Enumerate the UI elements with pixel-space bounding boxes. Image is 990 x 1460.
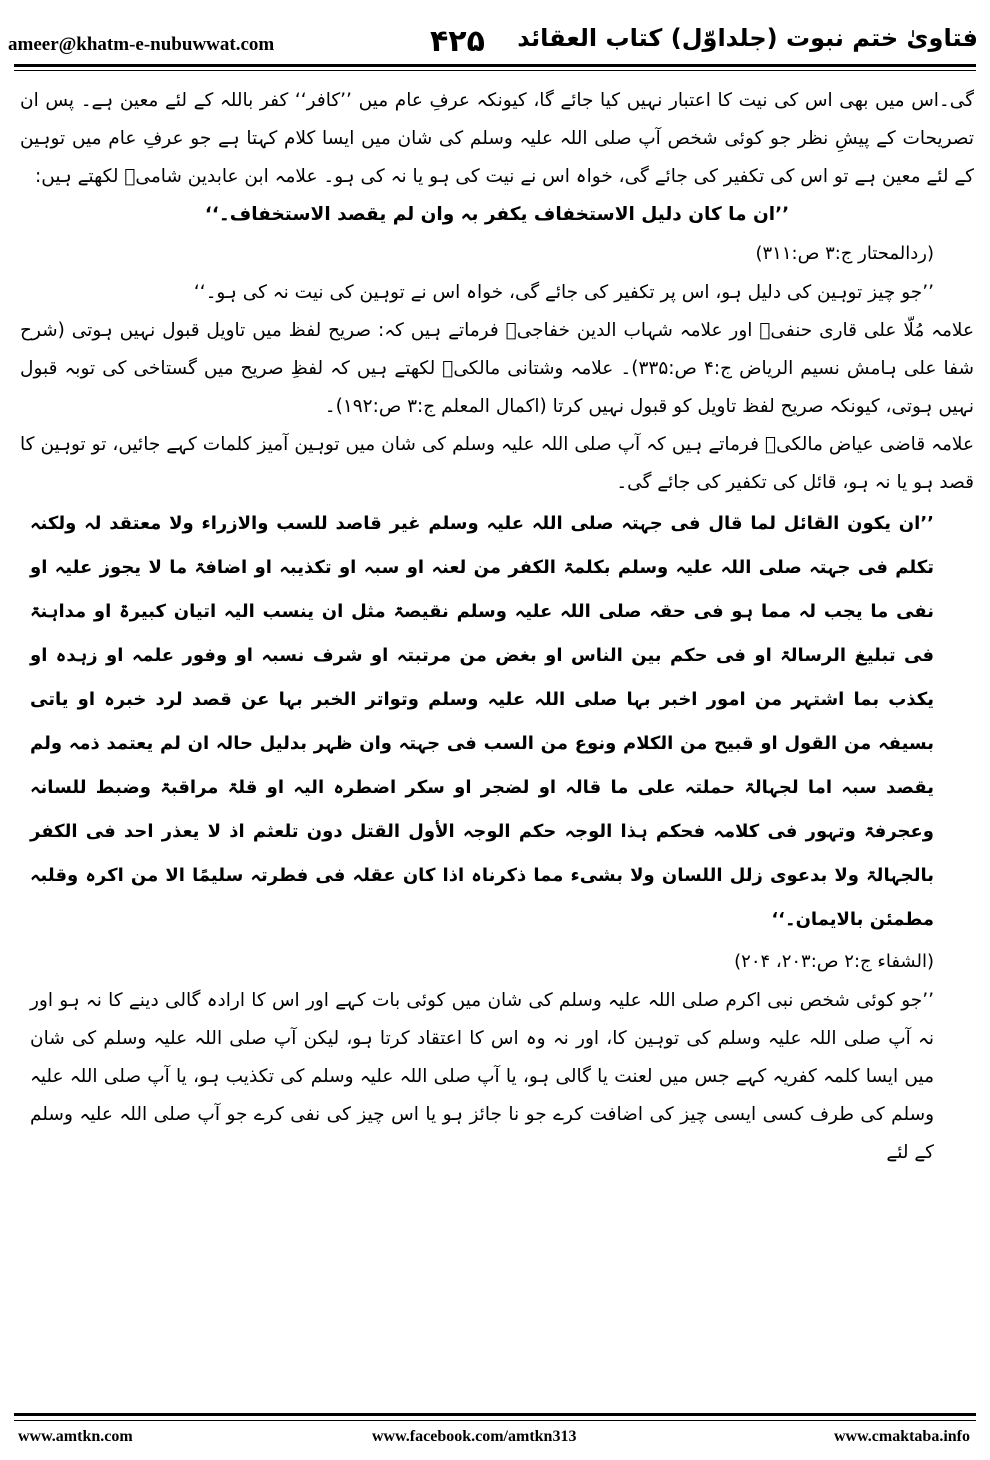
header-rule-thin [14, 70, 976, 71]
quote-arabic-1: ’’ان ما کان دلیل الاستخفاف یکفر بہ وان لم یقصد الاستخفاف۔‘‘ [204, 204, 790, 225]
paragraph-qari: علامہ مُلّا علی قاری حنفیؒ اور علامہ شہاب الدین خفاجیؒ فرماتے ہیں کہ: صریح لفظ میں تاویل قبول نہیں ہوتی (شرح شفا علی ہامش نسیم الریاض ج:۴ ص:۳۳۵)۔ علامہ وشتانی مالکیؒ لکھتے ہیں کہ لفظِ صریح میں گستاخی کی توبہ قبول نہیں ہوتی، کیونکہ صریح لفظ تاویل کو قبول نہیں کرتا (اکمال المعلم ج:۳ ص:۱۹۲)۔ [20, 320, 974, 417]
footer-link-amtkn[interactable]: www.amtkn.com [18, 1428, 133, 1445]
quote-translation-2: ’’جو کوئی شخص نبی اکرم صلی اللہ علیہ وسلم کی شان میں کوئی بات کہے اور اس کا ارادہ گالی دینے کا نہ ہو اور نہ آپ صلی اللہ علیہ وسلم کی توہین کا، اور نہ وہ اس کا اعتقاد کرتا ہو، لیکن آپ صلی اللہ علیہ وسلم کی شان میں ایسا کلمہ کفریہ کہے جس میں لعنت یا گالی ہو، یا آپ صلی اللہ علیہ وسلم کی تکذیب ہو، یا آپ صلی اللہ علیہ وسلم کی طرف کسی ایسی چیز کی اضافت کرے جو نا جائز ہو یا اس چیز کی نفی کرے جو آپ صلی اللہ علیہ وسلم کے لئے [30, 990, 934, 1163]
reference-2: (الشفاء ج:۲ ص:۲۰۳، ۲۰۴) [734, 951, 934, 972]
quote-arabic-2: ’’ان یکون القائل لما قال فی جہتہ صلی اللہ علیہ وسلم غیر قاصد للسب والازراء ولا معتقد لہ ولکنہ تکلم فی جہتہ صلی اللہ علیہ وسلم بکلمۃ الکفر من لعنہ او سبہ او تکذیبہ او اضافۃ ما لا یجوز علیہ او نفی ما یجب لہ مما ہو فی حقہ صلی اللہ علیہ وسلم نقیصۃ مثل ان ینسب الیہ اتیان کبیرۃ او مداہنۃ فی تبلیغ الرسالۃ او فی حکم بین الناس او بغض من مرتبتہ او شرف نسبہ او وفور علمہ او زہدہ او یکذب بما اشتہر من امور اخبر بہا صلی اللہ علیہ وسلم وتواتر الخبر بہا عن قصد لرد خبرہ او یاتی بسیفہ من القول او قبیح من الکلام ونوع من السب فی جہتہ وان ظہر بدلیل حالہ ان لم یعتمد ذمہ ولم یقصد سبہ اما لجہالۃ حملتہ علی ما قالہ او لضجر او سکر اضطرہ الیہ او قلۃ مراقبۃ وضبط للسانہ وعجرفۃ وتہور فی کلامہ فحکم ہذا الوجہ حکم الوجہ الأول القتل دون تلعثم اذ لا یعذر احد فی الکفر بالجہالۃ ولا بدعوی زلل اللسان ولا بشیء مما ذکرناہ اذا کان عقلہ فی فطرتہ سلیمًا الا من اکرہ وقلبہ مطمئن بالایمان۔‘‘ [30, 513, 934, 930]
footer-rule-thin [14, 1420, 976, 1421]
quote-translation-1: ’’جو چیز توہین کی دلیل ہو، اس پر تکفیر کی جائے گی، خواہ اس نے توہین کی نیت نہ کی ہو۔‘‘ [193, 282, 934, 303]
footer-link-facebook[interactable]: www.facebook.com/amtkn313 [372, 1428, 577, 1445]
footer-link-cmaktaba[interactable]: www.cmaktaba.info [833, 1428, 970, 1445]
paragraph-qazi-ayaz: علامہ قاضی عیاض مالکیؒ فرماتے ہیں کہ آپ صلی اللہ علیہ وسلم کی شان میں توہین آمیز کلمات کہے جائیں، تو توہین کا قصد ہو یا نہ ہو، قائل کی تکفیر کی جائے گی۔ [20, 434, 974, 493]
page-body [20, 82, 974, 1404]
footer-rule-thick [14, 1413, 976, 1416]
page-footer [0, 1424, 990, 1460]
header-email: ameer@khatm-e-nubuwwat.com [8, 34, 275, 55]
page-header [0, 0, 990, 64]
header-rule-thick [14, 64, 976, 67]
paragraph-intro: گی۔اس میں بھی اس کی نیت کا اعتبار نہیں کیا جائے گا، کیونکہ عرفِ عام میں ’’کافر‘‘ کفر باللہ کے لئے معین ہے۔ پس ان تصریحات کے پیشِ نظر جو کوئی شخص آپ صلی اللہ علیہ وسلم کی شان میں ایسا کلام کہتا ہے جو عرفِ عام میں توہین کے لئے معین ہے تو اس کی تکفیر کی جائے گی، خواہ اس نے نیت کی ہو یا نہ کی ہو۔ علامہ ابن عابدین شامیؒ لکھتے ہیں: [20, 90, 974, 187]
book-title: فتاویٰ ختم نبوت (جلداوّل) کتاب العقائد [517, 24, 978, 52]
page-number: ۴۲۵ [430, 24, 485, 59]
reference-1: (ردالمحتار ج:۳ ص:۳۱۱) [755, 243, 934, 264]
